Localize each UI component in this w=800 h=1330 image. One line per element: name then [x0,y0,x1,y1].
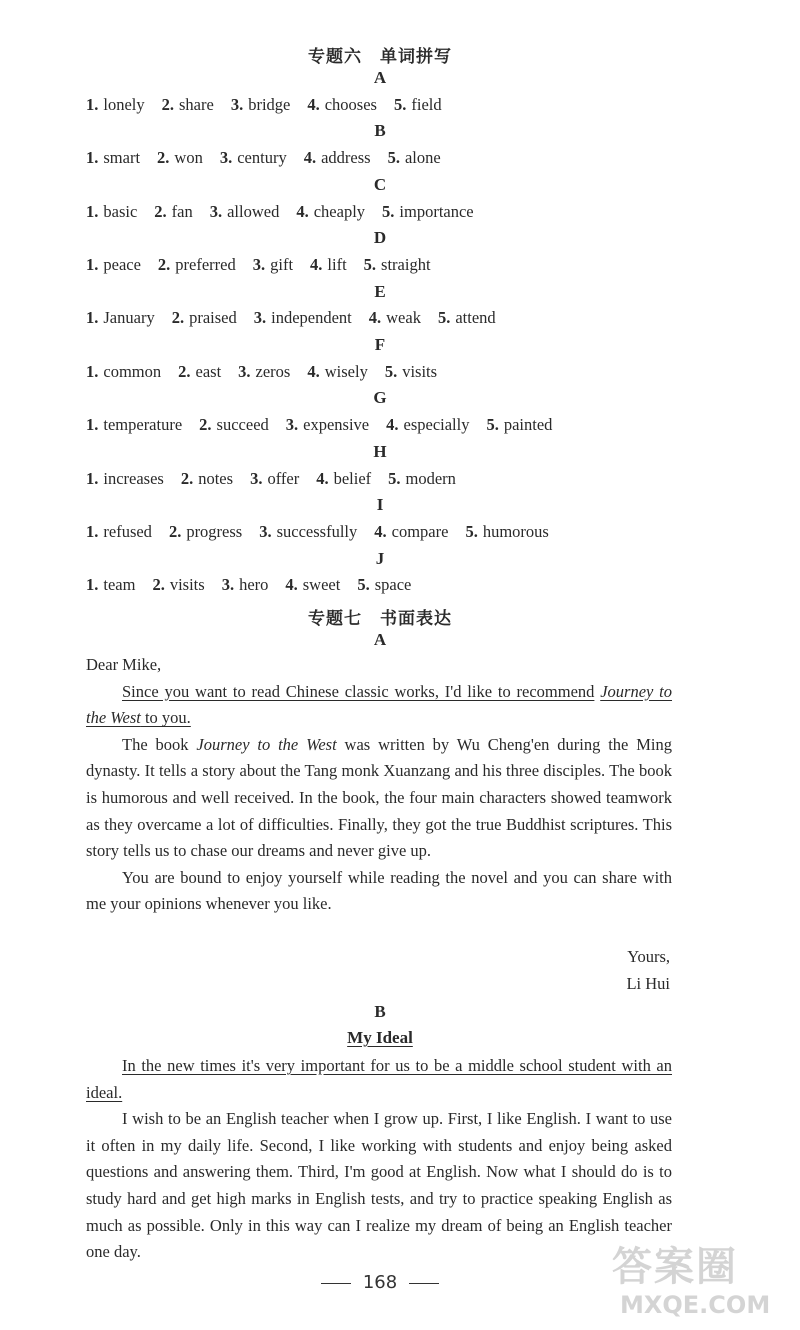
answer-item [364,255,431,274]
answer-word: east [195,361,222,381]
answer-item [254,308,352,327]
answer-word: attend [455,308,496,328]
answer-word: address [321,148,371,168]
answer-item [316,469,371,488]
answer-item [238,362,290,381]
answer-word: progress [186,521,243,541]
answer-item [199,415,269,434]
answer-number: 1. [86,148,99,168]
answer-number: 1. [86,361,99,381]
section-label-b: B [374,121,386,141]
answer-row-c [86,202,491,222]
answer-number: 3. [253,308,267,328]
answer-item [250,469,299,488]
answer-word: succeed [216,415,269,435]
answer-item [296,202,365,221]
signature: Li Hui [626,974,670,993]
answer-number: 4. [386,415,399,435]
answer-number: 5. [486,415,499,435]
answer-item [438,308,496,327]
answer-word: straight [381,254,431,274]
answer-item [86,575,135,594]
answer-word: weak [386,308,421,328]
answer-item [220,148,287,167]
answer-word: belief [333,468,372,488]
answer-number: 4. [303,148,317,168]
answer-number: 5. [384,361,398,381]
answer-number: 1. [86,254,99,274]
answer-number: 1. [86,201,99,221]
answer-number: 5. [382,201,395,221]
answer-row-d [86,255,448,275]
answer-number: 2. [154,201,167,221]
answer-item [152,575,204,594]
answer-number: 2. [161,94,174,114]
answer-item [285,575,340,594]
answer-item [181,469,233,488]
answer-word: modern [405,468,456,488]
answer-word: peace [103,254,141,274]
answer-item [388,148,441,167]
greeting: Dear Mike, [86,655,162,674]
answer-word: visits [402,361,438,381]
letter-a [86,652,672,918]
answer-row-f [86,362,454,382]
answer-item [307,95,377,114]
answer-item [386,415,469,434]
answer-item [86,95,145,114]
answer-word: expensive [303,415,370,435]
answer-item [253,255,293,274]
answer-number: 3. [238,361,251,381]
answer-item [369,308,421,327]
answer-number: 4. [285,575,298,595]
answer-word: successfully [276,521,358,541]
answer-number: 3. [219,148,233,168]
answer-number: 5. [363,254,377,274]
answer-word: won [174,148,203,168]
answer-item [86,202,137,221]
answer-number: 2. [157,254,171,274]
answer-word: refused [103,521,152,541]
answer-number: 2. [178,361,191,381]
letter-paragraph-1 [86,679,672,732]
answer-item [385,362,437,381]
dash-left [321,1283,351,1284]
answer-number: 2. [168,521,182,541]
answer-item [86,522,152,541]
answer-number: 4. [368,308,382,328]
answer-word: hero [239,575,269,595]
dash-right [409,1283,439,1284]
section-label-a: A [373,630,387,649]
answer-word: especially [403,415,470,435]
watermark-url: MXQE.COM [620,1291,771,1319]
answer-word: field [411,94,442,114]
page-number-text: 168 [362,1272,398,1293]
answer-item [162,95,214,114]
section-label-f: F [374,335,386,354]
answer-word: allowed [227,201,280,221]
answer-word: compare [391,521,449,541]
letter-intro-end: to you. [140,708,191,728]
watermark-main: 答案圈 [612,1244,738,1290]
book-title: Journey to the West [196,734,337,754]
answer-word: gift [270,254,294,274]
answer-number: 4. [307,94,320,114]
answer-word: fan [171,201,193,221]
answer-number: 5. [437,308,451,328]
answer-item [178,362,221,381]
answer-item [210,202,280,221]
answer-word: painted [503,415,553,435]
answer-row-e [86,308,513,328]
answer-item [486,415,552,434]
answer-word: visits [169,575,205,595]
answer-word: offer [267,468,300,488]
answer-number: 4. [310,254,323,274]
answer-word: smart [103,148,141,168]
answer-word: notes [198,468,234,488]
answer-item [169,522,242,541]
answer-number: 1. [86,94,99,114]
answer-item [357,575,411,594]
answer-number: 4. [374,521,387,541]
answer-item [154,202,192,221]
answer-item [86,469,164,488]
answer-number: 1. [86,415,99,435]
answer-item [231,95,291,114]
essay-title: My Ideal [347,1028,413,1047]
essay-b [86,1053,672,1266]
answer-word: increases [103,468,164,488]
answer-item [157,148,203,167]
answer-word: century [237,148,287,168]
answer-word: praised [189,308,237,328]
answer-item [222,575,269,594]
section-label-d: D [373,228,387,248]
answer-word: bridge [248,94,291,114]
answer-item [158,255,236,274]
answer-word: lonely [103,94,145,114]
answer-word: independent [271,308,352,328]
topic6-title: 专题六 单词拼写 [308,47,452,67]
answer-item [86,308,155,327]
answer-number: 2. [199,415,212,435]
answer-number: 2. [157,148,170,168]
answer-number: 2. [152,575,165,595]
answer-item [388,469,456,488]
section-label-h: H [373,441,387,461]
answer-item [382,202,474,221]
answer-item [286,415,369,434]
answer-word: space [374,575,412,595]
letter-paragraph-3: You are bound to enjoy yourself while reading the novel and you can share with me your opinions whenever you like. [86,867,672,914]
answer-item [86,255,141,274]
answer-number: 4. [296,201,309,221]
answer-word: January [103,308,155,328]
answer-word: wisely [324,361,368,381]
answer-item [259,522,357,541]
answer-number: 1. [86,468,99,488]
answer-row-j [86,575,428,595]
answer-item [86,148,140,167]
topic7-title: 专题七 书面表达 [308,609,452,629]
answer-word: cheaply [313,201,366,221]
answer-word: humorous [482,521,549,541]
answer-word: temperature [103,415,183,435]
answer-item [307,362,367,381]
section-label-e: E [374,281,386,301]
answer-number: 3. [252,254,266,274]
answer-number: 5. [387,148,400,168]
letter-paragraph-2 [86,732,672,865]
answer-item [86,415,182,434]
answer-word: importance [399,201,474,221]
answer-item [86,362,161,381]
section-label-i: I [376,495,384,515]
answer-number: 2. [180,468,194,488]
answer-row-i [86,522,566,542]
answer-number: 3. [221,575,235,595]
letter-intro-underlined: Since you want to read Chinese classic works, I'd like to recommend [122,681,595,701]
answer-word: zeros [255,361,291,381]
answer-number: 5. [465,521,478,541]
answer-word: common [103,361,162,381]
answer-item [172,308,237,327]
closing: Yours, [627,947,670,966]
answer-number: 4. [316,468,329,488]
answer-number: 3. [259,521,272,541]
answer-word: lift [327,254,347,274]
answer-item [304,148,371,167]
answer-word: share [179,94,214,114]
answer-number: 3. [285,415,299,435]
answer-word: team [103,575,136,595]
answer-word: basic [103,201,138,221]
section-label-g: G [373,388,387,408]
answer-number: 5. [393,94,407,114]
answer-row-a [86,95,459,115]
essay-paragraph-1 [86,1053,672,1106]
answer-number: 4. [307,361,320,381]
answer-number: 1. [86,521,99,541]
section-label-j: J [375,548,385,568]
answer-word: sweet [302,575,341,595]
answer-item [465,522,548,541]
answer-word: alone [404,148,441,168]
answer-number: 3. [209,201,223,221]
answer-word: preferred [175,254,236,274]
section-label-c: C [373,174,387,194]
essay-intro-underlined: In the new times it's very important for us to be a middle school student with an ideal. [86,1056,672,1102]
answer-item [394,95,442,114]
section-label-b: B [374,1002,386,1021]
answer-row-g [86,415,569,435]
answer-number: 5. [357,575,370,595]
answer-item [374,522,448,541]
answer-number: 3. [250,468,263,488]
essay-paragraph-2: I wish to be an English teacher when I grow up. First, I like English. I want to use it often in my daily life. Second, I like working with students and enjoy being asked questions and answering them. Third, I'm good at English. Now what I should do is to study hard and get high marks in English tests, and try to practice speaking English as much as possible. Only in this way can I realize my dream of being an English teacher one day. [86,1109,672,1262]
letter-p2-start: The book [122,734,197,754]
watermark-logo [612,1235,782,1323]
answer-word: chooses [324,94,377,114]
answer-item [310,255,347,274]
answer-number: 1. [86,308,99,328]
letter-p2-body: was written by Wu Cheng'en during the Ming dynasty. It tells a story about the Tang monk Xuanzang and his three disciples. The book is humorous and well received. In the book, the four main characters showed teamwork as they overcame a lot of difficulties. Finally, they got the true Buddhist scriptures. This story tells us to chase our dreams and never give up. [86,734,672,861]
answer-number: 2. [171,308,185,328]
answer-number: 1. [86,575,99,595]
answer-number: 5. [388,468,401,488]
answer-number: 3. [230,94,244,114]
answer-row-h [86,469,473,489]
answer-row-b [86,148,458,168]
section-label-a: A [373,68,387,87]
book-title: Journey to the West [86,681,673,728]
